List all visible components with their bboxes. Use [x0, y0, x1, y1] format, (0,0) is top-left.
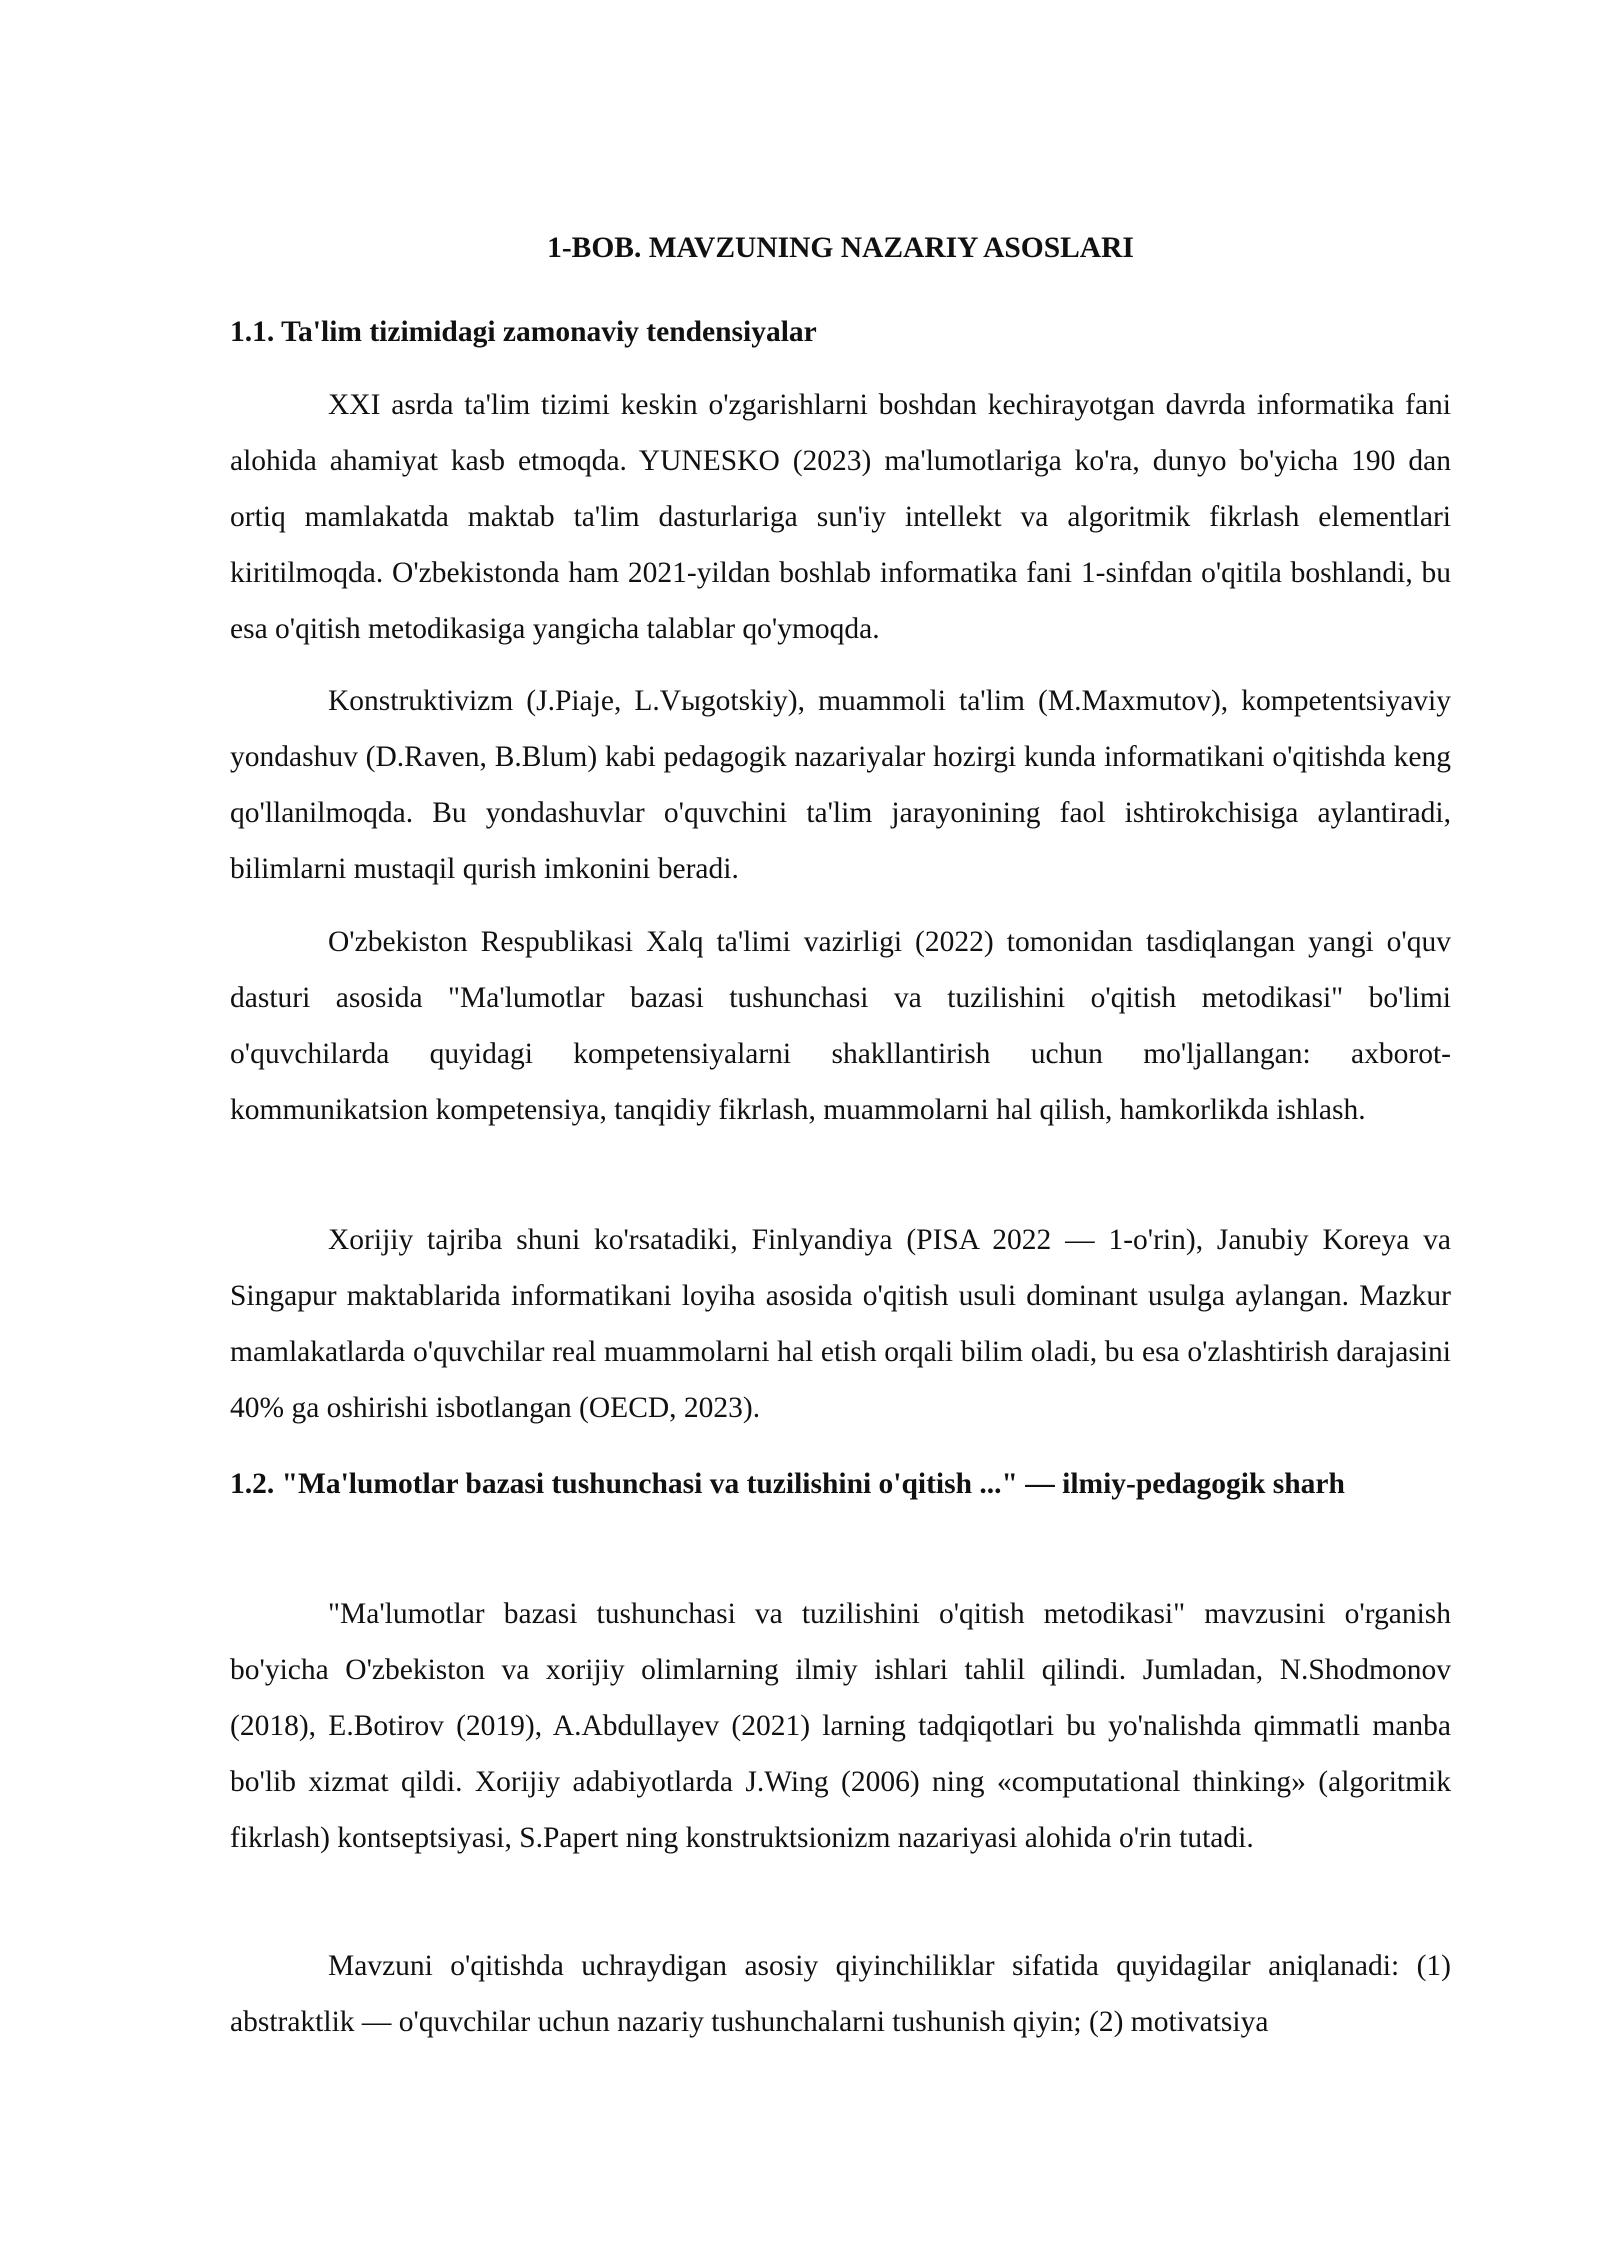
paragraph: XXI asrda ta'lim tizimi keskin o'zgarishlarni boshdan kechirayotgan davrda informatika fani alohida ahamiyat kasb etmoqda. YUNESKO (2023) ma'lumotlariga ko'ra, dunyo bo'yicha 190 dan ortiq mamlakatda maktab ta'lim dasturlariga sun'iy intellekt va algoritmik fikrlash elementlari kiritilmoqda. O'zbekistonda ham 2021-yildan boshlab informatika fani 1-sinfdan o'qitila boshlandi, bu esa o'qitish metodikasiga yangicha talablar qo'ymoqda.: [230, 389, 1451, 645]
paragraph: O'zbekiston Respublikasi Xalq ta'limi vazirligi (2022) tomonidan tasdiqlangan yangi o'quv dasturi asosida "Ma'lumotlar bazasi tushunchasi va tuzilishini o'qitish metodikasi" bo'limi o'quvchilarda quyidagi kompetensiyalarni shakllantirish uchun mo'ljallangan: axborot-kommunikatsion kompetensiya, tanqidiy fikrlash, muammolarni hal qilish, hamkorlikda ishlash.: [230, 926, 1451, 1126]
paragraph: Konstruktivizm (J.Piaje, L.Vыgotskiy), muammoli ta'lim (M.Maxmutov), kompetentsiyaviy yondashuv (D.Raven, B.Blum) kabi pedagogik nazariyalar hozirgi kunda informatikani o'qitishda keng qo'llanilmoqda. Bu yondashuvlar o'quvchini ta'lim jarayonining faol ishtirokchisiga aylantiradi, bilimlarni mustaqil qurish imkonini beradi.: [230, 685, 1451, 885]
section-heading-1-2: 1.2. "Ma'lumotlar bazasi tushunchasi va tuzilishini o'qitish ..." — ilmiy-pedagogik sharh: [230, 1468, 1345, 1500]
paragraph: Xorijiy tajriba shuni ko'rsatadiki, Finlyandiya (PISA 2022 — 1-o'rin), Janubiy Koreya va Singapur maktablarida informatikani loyiha asosida o'qitish usuli dominant usulga aylangan. Mazkur mamlakatlarda o'quvchilar real muammolarni hal etish orqali bilim oladi, bu esa o'zlashtirish darajasini 40% ga oshirishi isbotlangan (OECD, 2023).: [230, 1224, 1451, 1424]
paragraph: Mavzuni o'qitishda uchraydigan asosiy qiyinchiliklar sifatida quyidagilar aniqlanadi: (1) abstraktlik — o'quvchilar uchun nazariy tushunchalarni tushunish qiyin; (2) motivatsiya: [230, 1950, 1451, 2038]
paragraph: "Ma'lumotlar bazasi tushunchasi va tuzilishini o'qitish metodikasi" mavzusini o'rganish bo'yicha O'zbekiston va xorijiy olimlarning ilmiy ishlari tahlil qilindi. Jumladan, N.Shodmonov (2018), E.Botirov (2019), A.Abdullayev (2021) larning tadqiqotlari bu yo'nalishda qimmatli manba bo'lib xizmat qildi. Xorijiy adabiyotlarda J.Wing (2006) ning «computational thinking» (algoritmik fikrlash) kontseptsiyasi, S.Papert ning konstruktsionizm nazariyasi alohida o'rin tutadi.: [230, 1598, 1451, 1854]
section-heading-1-1: 1.1. Ta'lim tizimidagi zamonaviy tendensiyalar: [230, 316, 817, 348]
chapter-title: 1-BOB. MAVZUNING NAZARIY ASOSLARI: [547, 232, 1134, 264]
